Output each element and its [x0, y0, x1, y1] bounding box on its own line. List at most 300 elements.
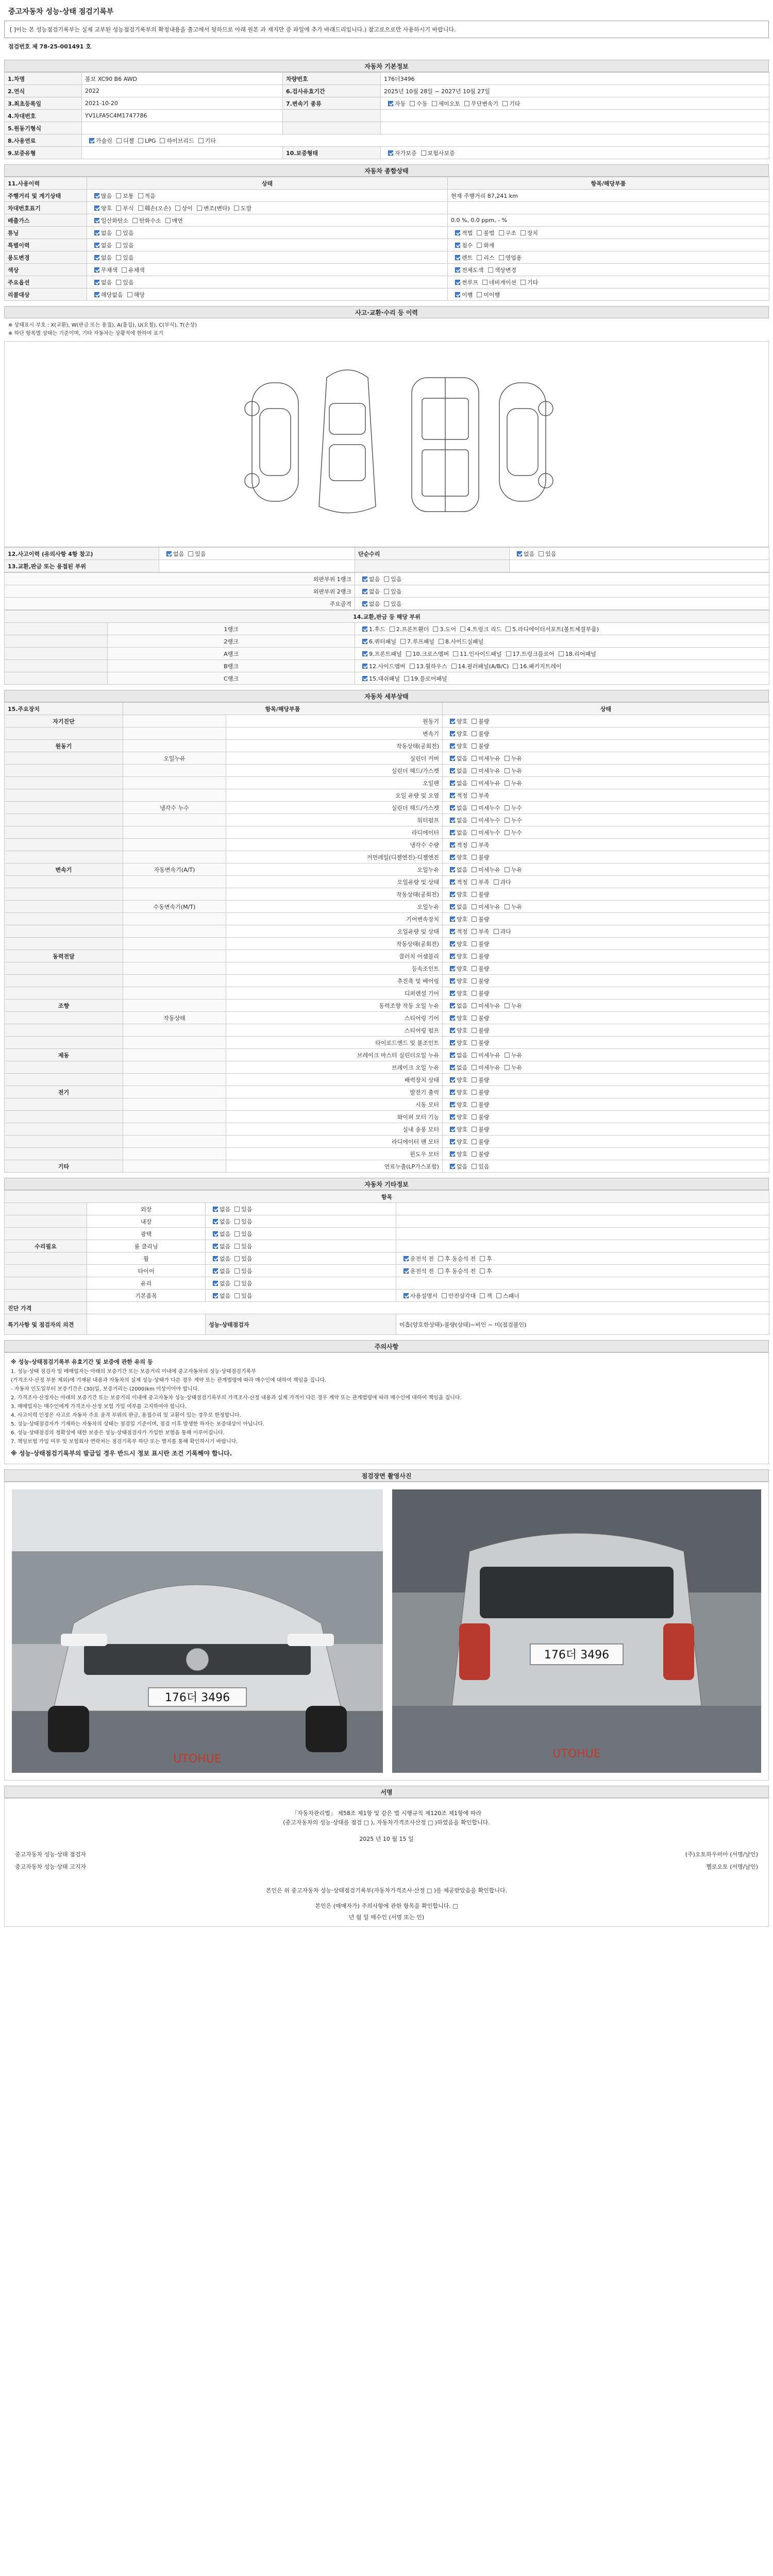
checkbox-icon[interactable]	[450, 1151, 455, 1157]
checkbox-icon[interactable]	[94, 243, 99, 248]
trans-opt[interactable]	[406, 99, 427, 108]
checkbox-icon[interactable]	[421, 150, 426, 156]
checkbox-icon[interactable]	[451, 664, 457, 669]
checkbox-icon[interactable]	[450, 855, 455, 860]
other-extra-opt[interactable]	[434, 1255, 476, 1263]
other-opt[interactable]	[209, 1230, 230, 1238]
other-extra-opt[interactable]	[399, 1255, 434, 1263]
checkbox-icon[interactable]	[464, 101, 469, 106]
checkbox-icon[interactable]	[472, 1065, 477, 1070]
checkbox-icon[interactable]	[505, 805, 510, 810]
rank-opt[interactable]	[358, 674, 400, 683]
checkbox-icon[interactable]	[138, 138, 143, 143]
checkbox-icon[interactable]	[472, 1127, 477, 1132]
checkbox-icon[interactable]	[505, 756, 510, 761]
checkbox-icon[interactable]	[499, 230, 504, 235]
detail-opt[interactable]	[446, 791, 467, 800]
other-opt[interactable]	[209, 1217, 230, 1226]
checkbox-icon[interactable]	[362, 664, 367, 669]
general-extra-opt[interactable]	[484, 266, 517, 274]
checkbox-icon[interactable]	[234, 206, 239, 211]
checkbox-icon[interactable]	[197, 206, 202, 211]
detail-opt[interactable]	[446, 767, 467, 775]
checkbox-icon[interactable]	[480, 1256, 485, 1261]
accident-opt[interactable]	[184, 550, 206, 558]
checkbox-icon[interactable]	[472, 1102, 477, 1107]
general-opt[interactable]	[90, 266, 117, 274]
checkbox-icon[interactable]	[450, 768, 455, 773]
other-opt[interactable]	[209, 1267, 230, 1275]
general-opt[interactable]	[90, 278, 112, 286]
checkbox-icon[interactable]	[539, 551, 544, 556]
checkbox-icon[interactable]	[234, 1231, 240, 1236]
checkbox-icon[interactable]	[472, 1151, 477, 1157]
detail-opt[interactable]	[446, 1150, 467, 1158]
checkbox-icon[interactable]	[472, 1114, 477, 1120]
checkbox-icon[interactable]	[450, 719, 455, 724]
detail-opt[interactable]	[467, 816, 500, 824]
parts-opt[interactable]	[380, 587, 401, 596]
checkbox-icon[interactable]	[450, 1102, 455, 1107]
checkbox-icon[interactable]	[116, 206, 121, 211]
fuel-opt[interactable]	[134, 138, 156, 144]
checkbox-icon[interactable]	[450, 1053, 455, 1058]
detail-opt[interactable]	[467, 989, 489, 997]
detail-opt[interactable]	[467, 1026, 489, 1035]
rank-opt[interactable]	[502, 650, 554, 658]
checkbox-icon[interactable]	[213, 1268, 218, 1274]
detail-opt[interactable]	[446, 841, 467, 849]
checkbox-icon[interactable]	[505, 818, 510, 823]
checkbox-icon[interactable]	[450, 1114, 455, 1120]
other-opt[interactable]	[230, 1205, 252, 1213]
detail-opt[interactable]	[446, 1125, 467, 1133]
checkbox-icon[interactable]	[213, 1207, 218, 1212]
detail-opt[interactable]	[446, 878, 467, 886]
checkbox-icon[interactable]	[505, 1003, 510, 1008]
detail-opt[interactable]	[446, 977, 467, 985]
general-extra-opt[interactable]	[495, 229, 516, 237]
detail-opt[interactable]	[446, 866, 467, 874]
checkbox-icon[interactable]	[559, 651, 564, 656]
other-extra-opt[interactable]	[476, 1292, 492, 1300]
checkbox-icon[interactable]	[505, 1053, 510, 1058]
checkbox-icon[interactable]	[384, 589, 389, 594]
warranty-opt[interactable]	[417, 149, 455, 157]
other-opt[interactable]	[230, 1255, 252, 1263]
checkbox-icon[interactable]	[520, 280, 526, 285]
detail-opt[interactable]	[500, 779, 522, 787]
rank-opt[interactable]	[449, 650, 501, 658]
other-opt[interactable]	[209, 1255, 230, 1263]
general-opt[interactable]	[134, 192, 156, 200]
checkbox-icon[interactable]	[388, 101, 393, 106]
other-extra-opt[interactable]	[438, 1292, 476, 1300]
checkbox-icon[interactable]	[472, 1090, 477, 1095]
detail-opt[interactable]	[467, 804, 500, 812]
checkbox-icon[interactable]	[472, 966, 477, 971]
other-opt[interactable]	[209, 1279, 230, 1287]
general-extra-opt[interactable]	[516, 278, 538, 286]
checkbox-icon[interactable]	[132, 218, 138, 223]
accident-opt[interactable]	[162, 550, 184, 558]
checkbox-icon[interactable]	[450, 1003, 455, 1008]
checkbox-icon[interactable]	[477, 230, 482, 235]
parts-opt[interactable]	[380, 575, 401, 583]
detail-opt[interactable]	[467, 742, 489, 750]
other-extra-opt[interactable]	[476, 1267, 492, 1275]
checkbox-icon[interactable]	[94, 206, 99, 211]
other-extra-opt[interactable]	[434, 1267, 476, 1275]
detail-opt[interactable]	[467, 791, 489, 800]
trans-opt[interactable]	[428, 99, 461, 108]
checkbox-icon[interactable]	[362, 626, 367, 632]
detail-opt[interactable]	[467, 927, 489, 936]
checkbox-icon[interactable]	[472, 830, 477, 835]
general-opt[interactable]	[90, 241, 112, 249]
checkbox-icon[interactable]	[472, 1053, 477, 1058]
detail-opt[interactable]	[467, 1002, 500, 1010]
checkbox-icon[interactable]	[460, 626, 465, 632]
other-extra-opt[interactable]	[399, 1267, 434, 1275]
general-extra-opt[interactable]	[473, 241, 494, 249]
detail-opt[interactable]	[467, 1051, 500, 1059]
detail-opt[interactable]	[446, 1162, 467, 1171]
checkbox-icon[interactable]	[362, 589, 367, 594]
checkbox-icon[interactable]	[94, 255, 99, 260]
checkbox-icon[interactable]	[472, 941, 477, 946]
detail-opt[interactable]	[500, 828, 522, 837]
general-opt[interactable]	[171, 204, 193, 212]
checkbox-icon[interactable]	[472, 1164, 477, 1169]
checkbox-icon[interactable]	[450, 941, 455, 946]
checkbox-icon[interactable]	[450, 1139, 455, 1144]
checkbox-icon[interactable]	[166, 551, 172, 556]
checkbox-icon[interactable]	[450, 867, 455, 872]
checkbox-icon[interactable]	[472, 805, 477, 810]
checkbox-icon[interactable]	[439, 639, 444, 644]
checkbox-icon[interactable]	[450, 743, 455, 749]
checkbox-icon[interactable]	[213, 1293, 218, 1298]
general-opt[interactable]	[112, 204, 133, 212]
checkbox-icon[interactable]	[472, 867, 477, 872]
checkbox-icon[interactable]	[438, 1268, 443, 1274]
detail-opt[interactable]	[446, 1063, 467, 1072]
checkbox-icon[interactable]	[472, 954, 477, 959]
general-opt[interactable]	[90, 253, 112, 262]
checkbox-icon[interactable]	[450, 1090, 455, 1095]
checkbox-icon[interactable]	[472, 842, 477, 848]
checkbox-icon[interactable]	[94, 267, 99, 273]
fuel-opt[interactable]	[156, 137, 194, 145]
checkbox-icon[interactable]	[472, 991, 477, 996]
general-opt[interactable]	[230, 204, 251, 212]
checkbox-icon[interactable]	[506, 626, 511, 632]
general-opt[interactable]	[123, 291, 145, 299]
checkbox-icon[interactable]	[496, 1293, 501, 1298]
checkbox-icon[interactable]	[165, 218, 171, 223]
detail-opt[interactable]	[500, 903, 522, 911]
detail-opt[interactable]	[446, 1138, 467, 1146]
checkbox-icon[interactable]	[488, 267, 493, 273]
checkbox-icon[interactable]	[362, 639, 367, 644]
detail-opt[interactable]	[467, 717, 489, 725]
checkbox-icon[interactable]	[234, 1293, 240, 1298]
checkbox-icon[interactable]	[213, 1219, 218, 1224]
detail-opt[interactable]	[467, 1076, 489, 1084]
detail-opt[interactable]	[467, 1039, 489, 1047]
general-extra-opt[interactable]	[478, 278, 516, 286]
checkbox-icon[interactable]	[89, 138, 94, 143]
other-opt[interactable]	[209, 1292, 230, 1300]
detail-opt[interactable]	[446, 903, 467, 911]
checkbox-icon[interactable]	[450, 818, 455, 823]
checkbox-icon[interactable]	[472, 781, 477, 786]
other-opt[interactable]	[230, 1267, 252, 1275]
general-opt[interactable]	[90, 229, 112, 237]
checkbox-icon[interactable]	[94, 193, 99, 198]
detail-opt[interactable]	[490, 927, 511, 936]
accident2-opt[interactable]	[513, 550, 534, 558]
general-extra-opt[interactable]	[473, 291, 500, 299]
trans-opt[interactable]	[384, 99, 406, 108]
checkbox-icon[interactable]	[404, 1256, 409, 1261]
checkbox-icon[interactable]	[384, 577, 389, 582]
rank-opt[interactable]	[434, 637, 483, 646]
checkbox-icon[interactable]	[455, 267, 460, 273]
detail-opt[interactable]	[446, 828, 467, 837]
detail-opt[interactable]	[446, 927, 467, 936]
detail-opt[interactable]	[467, 915, 489, 923]
checkbox-icon[interactable]	[116, 193, 121, 198]
checkbox-icon[interactable]	[234, 1281, 240, 1286]
detail-opt[interactable]	[467, 1125, 489, 1133]
checkbox-icon[interactable]	[116, 280, 121, 285]
checkbox-icon[interactable]	[450, 892, 455, 897]
fuel-opt[interactable]	[194, 137, 216, 145]
checkbox-icon[interactable]	[450, 805, 455, 810]
detail-opt[interactable]	[500, 816, 522, 824]
checkbox-icon[interactable]	[94, 280, 99, 285]
checkbox-icon[interactable]	[450, 879, 455, 885]
detail-opt[interactable]	[500, 754, 522, 762]
general-opt[interactable]	[193, 204, 230, 212]
detail-opt[interactable]	[446, 853, 467, 861]
checkbox-icon[interactable]	[453, 651, 458, 656]
checkbox-icon[interactable]	[472, 1003, 477, 1008]
general-extra-opt[interactable]	[451, 229, 473, 237]
other-opt[interactable]	[230, 1279, 252, 1287]
detail-opt[interactable]	[467, 878, 489, 886]
checkbox-icon[interactable]	[127, 292, 132, 297]
detail-opt[interactable]	[446, 1002, 467, 1010]
warranty-opt[interactable]	[384, 149, 417, 157]
checkbox-icon[interactable]	[472, 1028, 477, 1033]
parts-opt[interactable]	[358, 575, 380, 583]
detail-opt[interactable]	[446, 989, 467, 997]
checkbox-icon[interactable]	[455, 292, 460, 297]
other-opt[interactable]	[209, 1242, 230, 1250]
detail-opt[interactable]	[467, 903, 500, 911]
detail-opt[interactable]	[446, 964, 467, 973]
general-opt[interactable]	[117, 266, 145, 274]
detail-opt[interactable]	[446, 952, 467, 960]
checkbox-icon[interactable]	[480, 1293, 485, 1298]
detail-opt[interactable]	[467, 828, 500, 837]
checkbox-icon[interactable]	[450, 781, 455, 786]
detail-opt[interactable]	[446, 890, 467, 899]
checkbox-icon[interactable]	[455, 230, 460, 235]
rank-opt[interactable]	[358, 625, 385, 633]
detail-opt[interactable]	[446, 1113, 467, 1121]
other-extra-opt[interactable]	[492, 1292, 519, 1300]
checkbox-icon[interactable]	[472, 1040, 477, 1045]
other-extra-opt[interactable]	[399, 1292, 438, 1300]
detail-opt[interactable]	[446, 717, 467, 725]
detail-opt[interactable]	[467, 977, 489, 985]
checkbox-icon[interactable]	[384, 601, 389, 606]
detail-opt[interactable]	[446, 940, 467, 948]
detail-opt[interactable]	[446, 1014, 467, 1022]
rank-opt[interactable]	[400, 674, 447, 683]
checkbox-icon[interactable]	[455, 255, 460, 260]
checkbox-icon[interactable]	[472, 1139, 477, 1144]
checkbox-icon[interactable]	[480, 1268, 485, 1274]
checkbox-icon[interactable]	[505, 830, 510, 835]
checkbox-icon[interactable]	[450, 929, 455, 934]
detail-opt[interactable]	[467, 1088, 489, 1096]
rank-opt[interactable]	[429, 625, 456, 633]
other-opt[interactable]	[230, 1217, 252, 1226]
checkbox-icon[interactable]	[94, 292, 99, 297]
checkbox-icon[interactable]	[472, 743, 477, 749]
checkbox-icon[interactable]	[450, 830, 455, 835]
rank-opt[interactable]	[509, 662, 561, 670]
checkbox-icon[interactable]	[450, 731, 455, 736]
detail-opt[interactable]	[467, 1014, 489, 1022]
checkbox-icon[interactable]	[400, 639, 406, 644]
checkbox-icon[interactable]	[477, 255, 482, 260]
checkbox-icon[interactable]	[234, 1219, 240, 1224]
checkbox-icon[interactable]	[362, 676, 367, 681]
rank-opt[interactable]	[447, 662, 509, 670]
checkbox-icon[interactable]	[450, 1015, 455, 1021]
checkbox-icon[interactable]	[520, 230, 526, 235]
detail-opt[interactable]	[500, 1002, 522, 1010]
general-opt[interactable]	[112, 278, 133, 286]
checkbox-icon[interactable]	[450, 1127, 455, 1132]
checkbox-icon[interactable]	[472, 768, 477, 773]
checkbox-icon[interactable]	[472, 1077, 477, 1082]
detail-opt[interactable]	[446, 1100, 467, 1109]
checkbox-icon[interactable]	[450, 991, 455, 996]
checkbox-icon[interactable]	[517, 551, 522, 556]
general-extra-opt[interactable]	[451, 278, 478, 286]
checkbox-icon[interactable]	[472, 978, 477, 984]
parts-opt[interactable]	[358, 587, 380, 596]
checkbox-icon[interactable]	[362, 601, 367, 606]
other-opt[interactable]	[230, 1292, 252, 1300]
general-opt[interactable]	[128, 216, 161, 225]
rank-opt[interactable]	[358, 650, 402, 658]
rank-opt[interactable]	[554, 650, 596, 658]
fuel-opt[interactable]	[112, 137, 134, 145]
checkbox-icon[interactable]	[450, 793, 455, 798]
general-extra-opt[interactable]	[473, 229, 494, 237]
rank-opt[interactable]	[406, 662, 447, 670]
checkbox-icon[interactable]	[472, 719, 477, 724]
checkbox-icon[interactable]	[198, 138, 204, 143]
checkbox-icon[interactable]	[116, 230, 121, 235]
checkbox-icon[interactable]	[410, 664, 415, 669]
checkbox-icon[interactable]	[450, 756, 455, 761]
detail-opt[interactable]	[467, 964, 489, 973]
detail-opt[interactable]	[467, 767, 500, 775]
detail-opt[interactable]	[490, 878, 511, 886]
checkbox-icon[interactable]	[505, 781, 510, 786]
checkbox-icon[interactable]	[450, 1077, 455, 1082]
detail-opt[interactable]	[467, 1113, 489, 1121]
checkbox-icon[interactable]	[213, 1256, 218, 1261]
checkbox-icon[interactable]	[234, 1256, 240, 1261]
checkbox-icon[interactable]	[477, 292, 482, 297]
checkbox-icon[interactable]	[499, 255, 504, 260]
detail-opt[interactable]	[500, 804, 522, 812]
checkbox-icon[interactable]	[160, 138, 165, 143]
rank-opt[interactable]	[456, 625, 501, 633]
checkbox-icon[interactable]	[234, 1268, 240, 1274]
detail-opt[interactable]	[500, 767, 522, 775]
checkbox-icon[interactable]	[477, 243, 482, 248]
checkbox-icon[interactable]	[455, 280, 460, 285]
checkbox-icon[interactable]	[404, 1268, 409, 1274]
detail-opt[interactable]	[500, 1063, 522, 1072]
detail-opt[interactable]	[446, 1076, 467, 1084]
checkbox-icon[interactable]	[505, 904, 510, 909]
checkbox-icon[interactable]	[472, 917, 477, 922]
checkbox-icon[interactable]	[450, 1164, 455, 1169]
checkbox-icon[interactable]	[213, 1231, 218, 1236]
checkbox-icon[interactable]	[472, 756, 477, 761]
rank-opt[interactable]	[501, 625, 599, 633]
general-extra-opt[interactable]	[451, 253, 473, 262]
checkbox-icon[interactable]	[505, 1065, 510, 1070]
parts-opt[interactable]	[358, 600, 380, 608]
checkbox-icon[interactable]	[234, 1207, 240, 1212]
checkbox-icon[interactable]	[450, 1065, 455, 1070]
detail-opt[interactable]	[467, 853, 489, 861]
parts-opt[interactable]	[380, 600, 401, 608]
checkbox-icon[interactable]	[406, 651, 411, 656]
detail-opt[interactable]	[467, 940, 489, 948]
rank-opt[interactable]	[402, 650, 449, 658]
checkbox-icon[interactable]	[116, 255, 121, 260]
checkbox-icon[interactable]	[410, 101, 415, 106]
other-opt[interactable]	[209, 1205, 230, 1213]
checkbox-icon[interactable]	[513, 664, 518, 669]
checkbox-icon[interactable]	[494, 879, 499, 885]
checkbox-icon[interactable]	[450, 1028, 455, 1033]
detail-opt[interactable]	[467, 730, 489, 738]
general-extra-opt[interactable]	[516, 229, 538, 237]
checkbox-icon[interactable]	[213, 1244, 218, 1249]
checkbox-icon[interactable]	[472, 904, 477, 909]
checkbox-icon[interactable]	[442, 1293, 447, 1298]
other-extra-opt[interactable]	[476, 1255, 492, 1263]
general-extra-opt[interactable]	[451, 291, 473, 299]
checkbox-icon[interactable]	[122, 267, 127, 273]
general-extra-opt[interactable]	[451, 241, 473, 249]
